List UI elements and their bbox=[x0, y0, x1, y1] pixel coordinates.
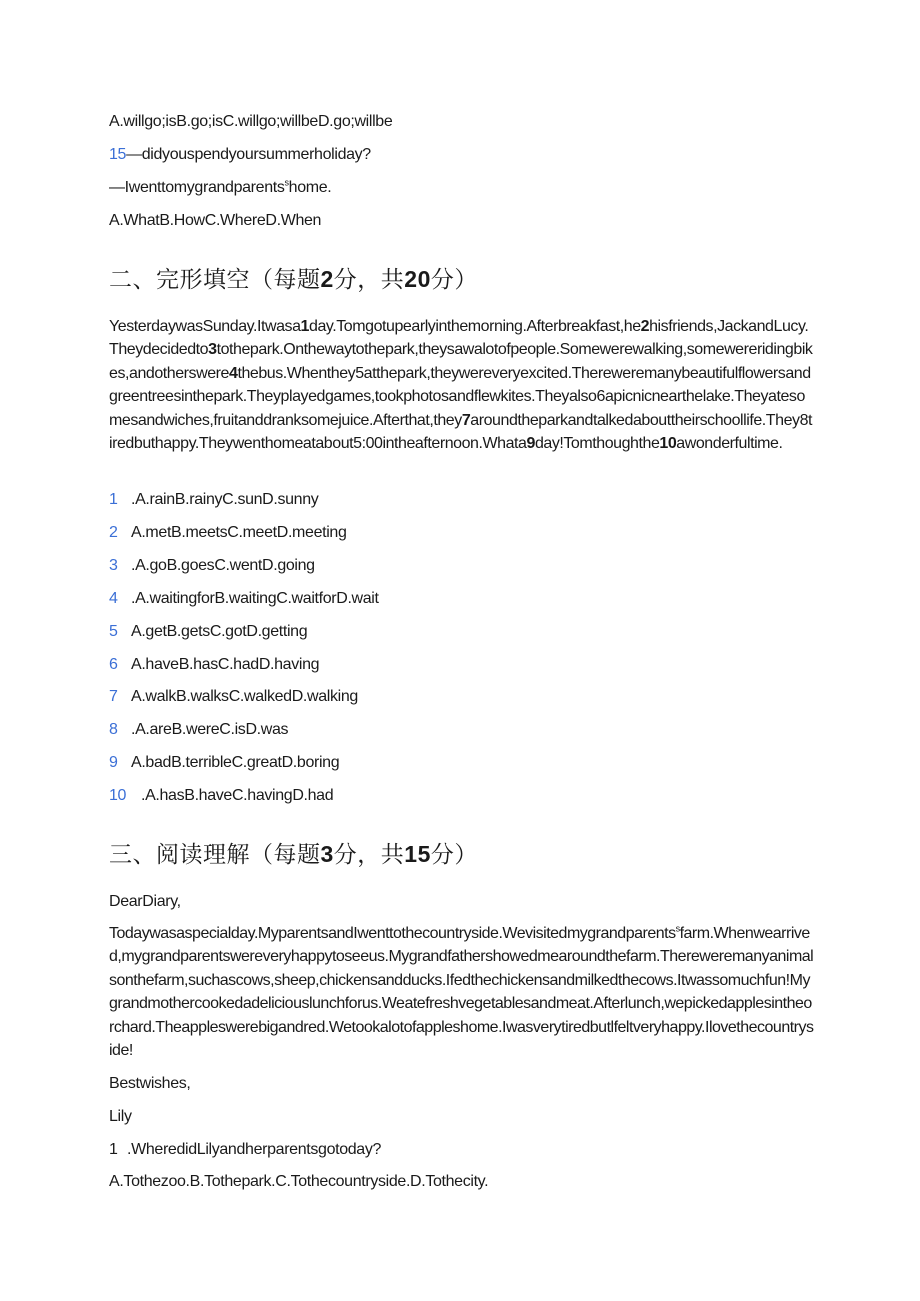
section-2-heading bbox=[109, 265, 478, 294]
question-options: .A.areB.wereC.isD.was bbox=[131, 721, 289, 738]
question-number: 4 bbox=[109, 590, 118, 607]
reply-text: —Iwenttomygrandparents bbox=[109, 179, 285, 196]
passage-text: day.Tomgotupearlyinthemorning.Afterbreakfast,he bbox=[309, 318, 641, 335]
question-options: .A.goB.goesC.wentD.going bbox=[131, 557, 315, 574]
cloze-question bbox=[109, 720, 288, 740]
reading-passage bbox=[109, 922, 814, 1062]
question-number: 1 bbox=[109, 1141, 118, 1158]
question-options: .A.rainB.rainyC.sunD.sunny bbox=[131, 491, 319, 508]
question-options: A.walkB.walksC.walkedD.walking bbox=[131, 688, 358, 705]
cloze-question bbox=[109, 523, 347, 543]
question-number: 15 bbox=[109, 146, 127, 163]
cloze-question bbox=[109, 786, 333, 806]
passage-text: aroundtheparkandtalkedabouttheirschoollife.They8tiredbuthappy.Theywenthomeatabout5:00intheafternoon.Whata bbox=[109, 411, 813, 453]
question-options: A.haveB.hasC.hadD.having bbox=[131, 656, 320, 673]
passage-text: thebus.Whenthey5atthepark,theywereveryexcited.Thereweremanybeautifulflowersandgreentreesinthepark.Theyplayedgames,tookphotosandflewkites.Theyalso6apicnicnearthelake.Theyatesomesandwiches,fruitanddranksomejuice.Afterthat,they bbox=[109, 364, 811, 429]
blank-number: 10 bbox=[659, 435, 677, 453]
superscript: s bbox=[675, 923, 680, 934]
question-options: A.metB.meetsC.meetD.meeting bbox=[131, 524, 347, 541]
passage-text: awonderfultime. bbox=[676, 435, 783, 453]
cloze-question bbox=[109, 556, 315, 576]
question-text: —didyouspendyoursummerholiday? bbox=[126, 146, 371, 163]
question-number: 7 bbox=[109, 688, 118, 705]
heading-number: 2 bbox=[320, 266, 334, 292]
question-15-reply bbox=[109, 178, 331, 198]
question-number: 1 bbox=[109, 491, 118, 508]
heading-text: 分，共 bbox=[333, 267, 405, 293]
question-number: 6 bbox=[109, 656, 118, 673]
passage-text-end: farm.Whenwearrived,mygrandparentswereveryhappytoseeus.Mygrandfathershowedmearoundthefarm.Thereweremanyanimalsonthefarm,suchascows,sheep,chickensandducks.Ifedthechickensandmilkedthecows.Itwassomuchfun!Mygrandmothercookedadeliciouslunchforus.Weatefreshvegetablesandmeat.Afterlunch,wepickedapplesintheorchard.Theappleswerebigandred.Wetookalotofappleshome.Iwasverytiredbutlfeltveryhappy.Ilovethecountryside! bbox=[109, 925, 814, 1060]
passage-text: hisfriends,JackandLucy.Theydecidedto bbox=[109, 318, 809, 359]
heading-number: 20 bbox=[404, 266, 431, 292]
reading-question-1-options: A.Tothezoo.B.Tothepark.C.Tothecountryside.D.Tothecity. bbox=[109, 1173, 489, 1190]
blank-number: 1 bbox=[300, 318, 309, 335]
question-options: A.badB.terribleC.greatD.boring bbox=[131, 754, 340, 771]
cloze-question bbox=[109, 490, 318, 510]
letter-signature: Lily bbox=[109, 1108, 132, 1125]
question-15-options: A.WhatB.HowC.WhereD.When bbox=[109, 212, 322, 229]
passage-text: tothepark.Onthewaytothepark,theysawalotofpeople.Somewerewalking,somewereridingbikes,andotherswere bbox=[109, 341, 813, 382]
question-number: 2 bbox=[109, 524, 118, 541]
heading-number: 3 bbox=[320, 841, 334, 867]
blank-number: 9 bbox=[526, 435, 535, 453]
blank-number: 7 bbox=[461, 411, 471, 429]
cloze-question bbox=[109, 589, 379, 609]
question-options: .A.waitingforB.waitingC.waitforD.wait bbox=[131, 590, 379, 607]
heading-text: 三、阅读理解（每题 bbox=[109, 842, 321, 868]
question-number: 8 bbox=[109, 721, 118, 738]
letter-salutation: DearDiary, bbox=[109, 893, 181, 910]
question-number: 5 bbox=[109, 623, 118, 640]
heading-text: 分） bbox=[430, 267, 478, 293]
question-options: .A.hasB.haveC.havingD.had bbox=[141, 787, 334, 804]
reading-question-1 bbox=[109, 1140, 381, 1160]
heading-text: 二、完形填空（每题 bbox=[109, 267, 321, 293]
question-number: 10 bbox=[109, 787, 127, 804]
passage-text: day!Tomthoughthe bbox=[534, 435, 660, 453]
cloze-question bbox=[109, 753, 339, 773]
passage-text: YesterdaywasSunday.Itwasa bbox=[109, 318, 301, 335]
heading-number: 15 bbox=[404, 841, 431, 867]
cloze-question bbox=[109, 687, 358, 707]
question-text: .WheredidLilyandherparentsgotoday? bbox=[127, 1141, 382, 1158]
letter-closing: Bestwishes, bbox=[109, 1075, 191, 1092]
reply-text-end: home. bbox=[288, 179, 332, 196]
heading-text: 分） bbox=[430, 842, 478, 868]
section-3-heading bbox=[109, 840, 478, 869]
question-15 bbox=[109, 145, 371, 165]
blank-number: 2 bbox=[640, 318, 650, 335]
question-number: 3 bbox=[109, 557, 118, 574]
question-number: 9 bbox=[109, 754, 118, 771]
cloze-passage bbox=[109, 315, 814, 455]
cloze-question bbox=[109, 622, 307, 642]
cloze-question bbox=[109, 655, 319, 675]
blank-number: 3 bbox=[208, 341, 217, 359]
heading-text: 分，共 bbox=[333, 842, 405, 868]
passage-text: Todaywasaspecialday.MyparentsandIwenttothecountryside.Wevisitedmygrandparents bbox=[109, 925, 676, 942]
superscript: s bbox=[284, 177, 289, 188]
question-14-options: A.willgo;isB.go;isC.willgo;willbeD.go;willbe bbox=[109, 113, 393, 130]
question-options: A.getB.getsC.gotD.getting bbox=[131, 623, 308, 640]
blank-number: 4 bbox=[229, 364, 238, 382]
